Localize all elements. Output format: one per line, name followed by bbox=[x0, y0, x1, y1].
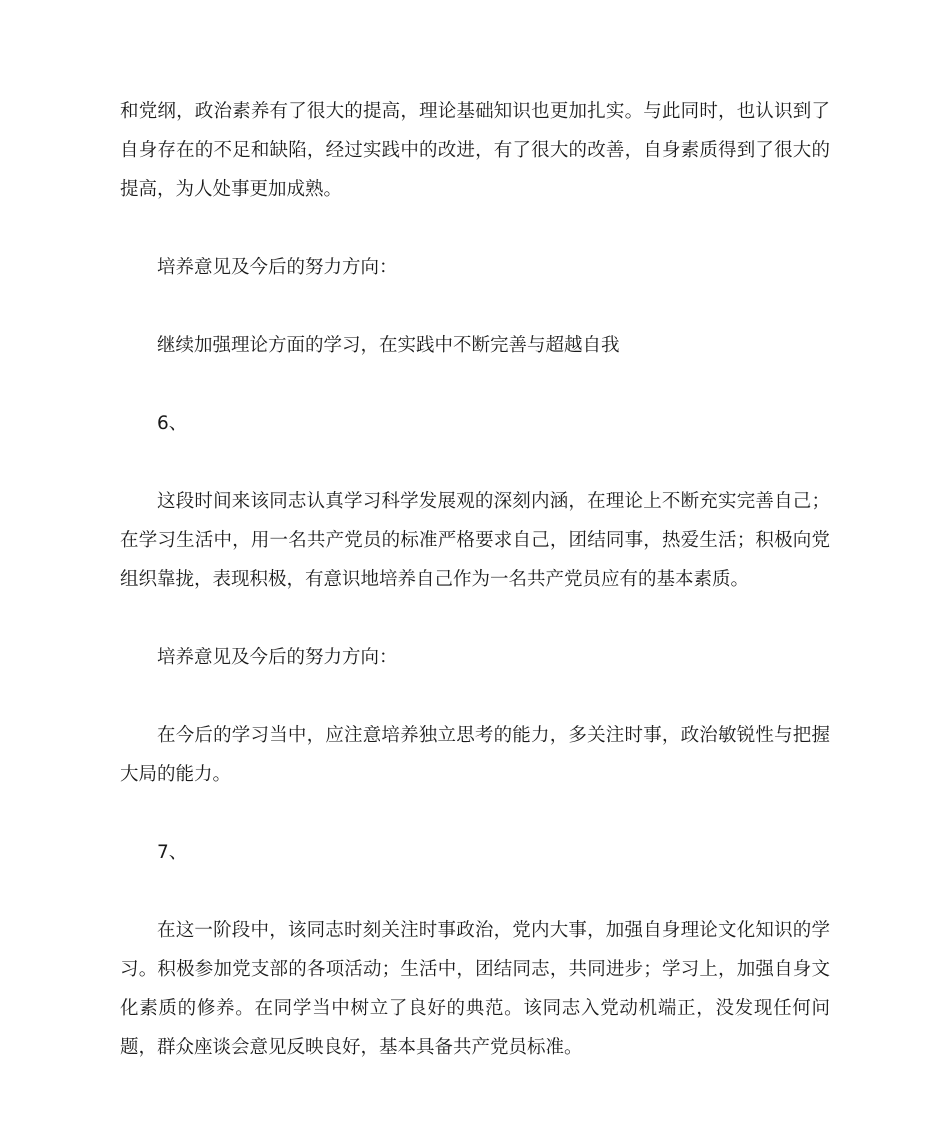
document-body bbox=[120, 92, 830, 1067]
section-number-7: 7、 bbox=[157, 842, 188, 863]
heading-training-opinion-1: 培养意见及今后的努力方向： bbox=[157, 257, 398, 278]
heading-training-opinion-2: 培养意见及今后的努力方向： bbox=[157, 647, 398, 668]
paragraph-evaluation-6: 这段时间来该同志认真学习科学发展观的深刻内涵，在理论上不断充实完善自己；在学习生活中，用一名共产党员的标准严格要求自己，团结同事，热爱生活；积极向党组织靠拢，表现积极，有意识地培养自己作为一名共产党员应有的基本素质。 bbox=[120, 491, 830, 590]
paragraph-training-opinion-2: 在今后的学习当中，应注意培养独立思考的能力，多关注时事，政治敏锐性与把握大局的能力。 bbox=[120, 725, 830, 785]
paragraph-evaluation-7: 在这一阶段中，该同志时刻关注时事政治，党内大事，加强自身理论文化知识的学习。积极参加党支部的各项活动；生活中，团结同志，共同进步；学习上，加强自身文化素质的修养。在同学当中树立了良好的典范。该同志入党动机端正，没发现任何问题，群众座谈会意见反映良好，基本具备共产党员标准。 bbox=[120, 920, 830, 1058]
paragraph-training-opinion-1: 继续加强理论方面的学习，在实践中不断完善与超越自我 bbox=[157, 335, 620, 356]
paragraph-party-constitution-summary: 和党纲，政治素养有了很大的提高，理论基础知识也更加扎实。与此同时，也认识到了自身存在的不足和缺陷，经过实践中的改进，有了很大的改善，自身素质得到了很大的提高，为人处事更加成熟。 bbox=[120, 101, 830, 200]
section-number-6: 6、 bbox=[157, 413, 188, 434]
